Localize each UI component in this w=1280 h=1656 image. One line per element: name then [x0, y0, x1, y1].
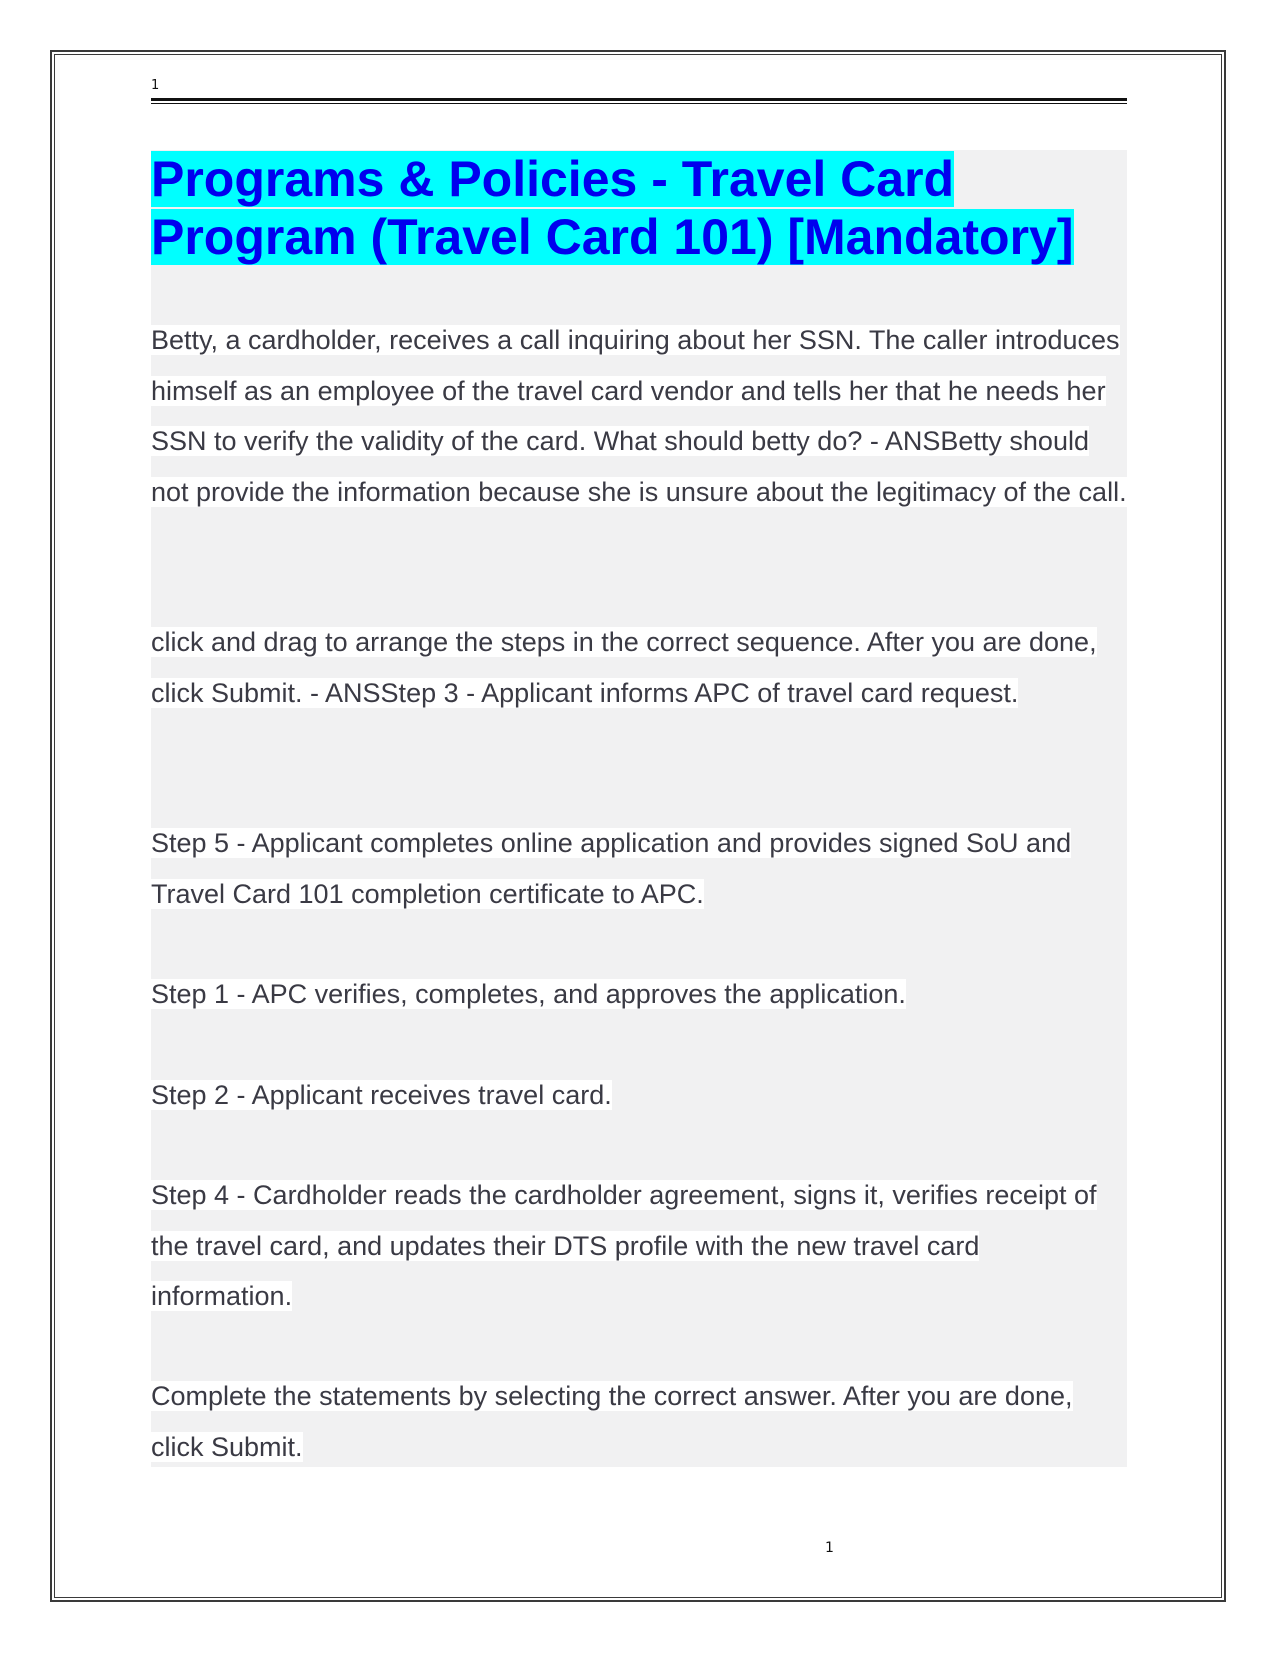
- paragraph-step-5: [151, 818, 1127, 919]
- paragraph-complete-statements: [151, 1371, 1127, 1472]
- header-rule-thin: [151, 103, 1127, 104]
- header-page-number: 1: [151, 78, 160, 93]
- document-title: [151, 150, 1127, 266]
- paragraph-text: Complete the statements by selecting the correct answer. After you are done, click Submit.: [151, 1381, 1073, 1462]
- paragraph-text: Step 2 - Applicant receives travel card.: [151, 1080, 612, 1110]
- paragraph-step-1: [151, 969, 1127, 1020]
- document-title-text: Programs & Policies - Travel Card Program (Travel Card 101) [Mandatory]: [151, 151, 1074, 265]
- document-content: [151, 150, 1127, 1467]
- paragraph-step-4: [151, 1170, 1127, 1322]
- paragraph-step-2: [151, 1070, 1127, 1121]
- paragraph-text: Betty, a cardholder, receives a call inquiring about her SSN. The caller introduces himself as an employee of the travel card vendor and tells her that he needs her SSN to verify the validity of the card. What should betty do? - ANSBetty should not provide the information because she is unsure about the legitimacy of the call.: [151, 325, 1127, 507]
- footer-page-number: 1: [825, 1540, 834, 1556]
- paragraph-text: Step 4 - Cardholder reads the cardholder agreement, signs it, verifies receipt of the travel card, and updates their DTS profile with the new travel card information.: [151, 1180, 1097, 1311]
- paragraph-text: Step 1 - APC verifies, completes, and approves the application.: [151, 979, 906, 1009]
- paragraph-arrange-steps: [151, 617, 1127, 718]
- paragraph-text: click and drag to arrange the steps in the correct sequence. After you are done, click Submit. - ANSStep 3 - Applicant informs APC of travel card request.: [151, 627, 1097, 708]
- paragraph-question-ssn: [151, 315, 1127, 517]
- header-rule-thick: [151, 98, 1127, 101]
- paragraph-text: Step 5 - Applicant completes online application and provides signed SoU and Travel Card 101 completion certificate to APC.: [151, 828, 1072, 909]
